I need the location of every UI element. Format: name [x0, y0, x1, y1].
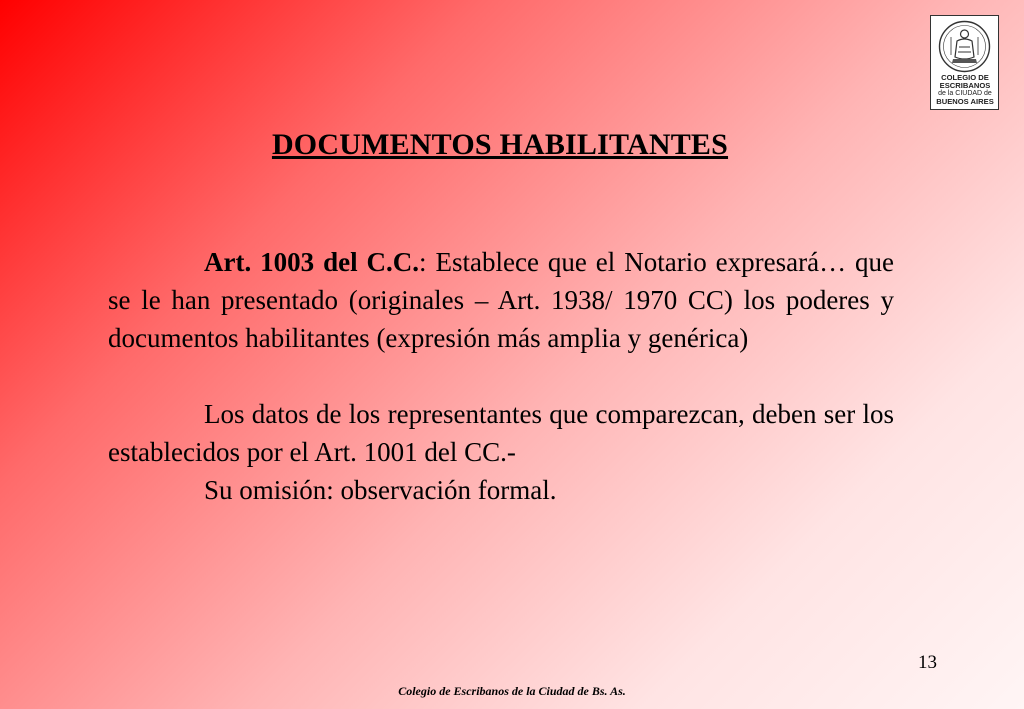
- logo-line: de la CIUDAD de: [938, 90, 992, 97]
- slide-body: [108, 243, 894, 509]
- page-title: DOCUMENTOS HABILITANTES: [271, 128, 729, 161]
- footer: Colegio de Escribanos de la Ciudad de Bs. As.: [398, 684, 626, 698]
- logo-line: BUENOS AIRES: [936, 97, 994, 106]
- page-number: 13: [918, 652, 937, 673]
- logo: [930, 15, 999, 110]
- paragraph-representantes: Los datos de los representantes que comparezcan, deben ser los establecidos por el Art. 1001 del CC.-: [108, 399, 894, 467]
- paragraph-art-1003: [108, 243, 894, 357]
- paragraph-text: : Establece que el Notario expresará… que se le han presentado (originales – Art. 1938/ 1970 CC) los poderes y documentos habilitantes (expresión más amplia y genérica): [108, 247, 894, 353]
- article-reference: Art. 1003 del C.C.: [204, 247, 420, 277]
- seal-icon: [937, 19, 992, 74]
- logo-text: [933, 74, 997, 106]
- omission-line: Su omisión: observación formal.: [204, 475, 557, 505]
- logo-line: ESCRIBANOS: [939, 81, 991, 90]
- logo-line: COLEGIO DE: [941, 73, 989, 82]
